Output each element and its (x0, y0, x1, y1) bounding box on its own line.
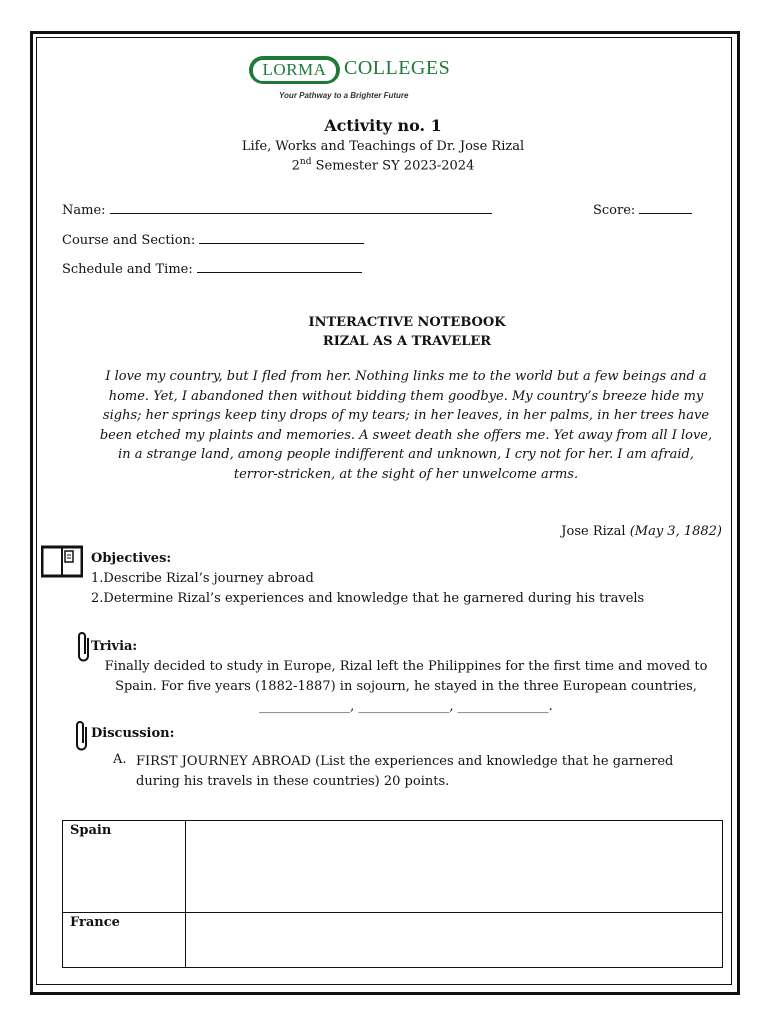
score-field (593, 201, 692, 218)
semester-text: Semester SY 2023-2024 (311, 158, 475, 174)
course-field (62, 231, 364, 248)
quote-attribution (561, 524, 722, 539)
lorma-logo (249, 56, 340, 84)
activity-title: Activity no. 1 (324, 116, 442, 135)
notebook-icon (41, 544, 83, 578)
table-row (63, 913, 723, 968)
logo-tagline: Your Pathway to a Brighter Future (279, 91, 409, 100)
answer-cell[interactable] (186, 821, 723, 913)
objective-item: 2.Determine Rizal’s experiences and knowledge that he garnered during his travels (91, 591, 645, 606)
discussion-title: Discussion: (91, 726, 175, 741)
course-label: Course and Section: (62, 233, 196, 248)
discussion-instruction: FIRST JOURNEY ABROAD (List the experiences and knowledge that he garnered during his travels in these countries) 20 points. (136, 754, 674, 789)
course-blank[interactable] (199, 231, 364, 244)
logo-brand: LORMA (252, 59, 337, 82)
name-label: Name: (62, 203, 106, 218)
discussion-marker: A. (113, 752, 127, 767)
semester-line (36, 157, 730, 173)
section-heading: INTERACTIVE NOTEBOOK (308, 315, 506, 330)
quote-date: (May 3, 1882) (629, 524, 722, 539)
paperclip-icon (74, 719, 90, 753)
course-subtitle: Life, Works and Teachings of Dr. Jose Rizal (241, 139, 525, 154)
trivia-title: Trivia: (91, 639, 138, 654)
name-blank[interactable] (110, 201, 492, 214)
objectives-title: Objectives: (91, 551, 172, 566)
rizal-quote: I love my country, but I fled from her. Nothing links me to the world but a few beings and a home. Yet, I abandoned then without bidding them goodbye. My country’s breeze hide my sighs; her springs keep tiny drops of my tears; in her leaves, in her palms, in her trees have been etched my plaints and memories. A sweet death she offers me. Yet away from all I love, in a strange land, among people indifferent and unknown, I cry not for her. I am afraid, terror-stricken, at the sight of her unwelcome arms. (99, 369, 713, 482)
objective-item: 1.Describe Rizal’s journey abroad (91, 571, 314, 586)
countries-table (62, 820, 723, 968)
table-row (63, 821, 723, 913)
quote-author: Jose Rizal (561, 524, 626, 539)
semester-number: 2 (291, 158, 300, 174)
schedule-blank[interactable] (197, 260, 362, 273)
schedule-label: Schedule and Time: (62, 262, 193, 277)
score-blank[interactable] (639, 201, 692, 214)
paperclip-icon (76, 630, 92, 664)
schedule-field (62, 260, 362, 277)
section-subheading: RIZAL AS A TRAVELER (322, 334, 492, 349)
trivia-text: Finally decided to study in Europe, Rizal left the Philippines for the first time and moved to Spain. For five years (1882-1887) in sojourn, he stayed in the three European countries, ______________, ______________, ______________. (104, 659, 708, 714)
score-label: Score: (593, 203, 636, 218)
country-cell: France (63, 913, 186, 968)
logo-colleges: COLLEGES (344, 57, 451, 79)
country-cell: Spain (63, 821, 186, 913)
answer-cell[interactable] (186, 913, 723, 968)
name-field (62, 201, 492, 218)
semester-suffix: nd (299, 157, 312, 167)
